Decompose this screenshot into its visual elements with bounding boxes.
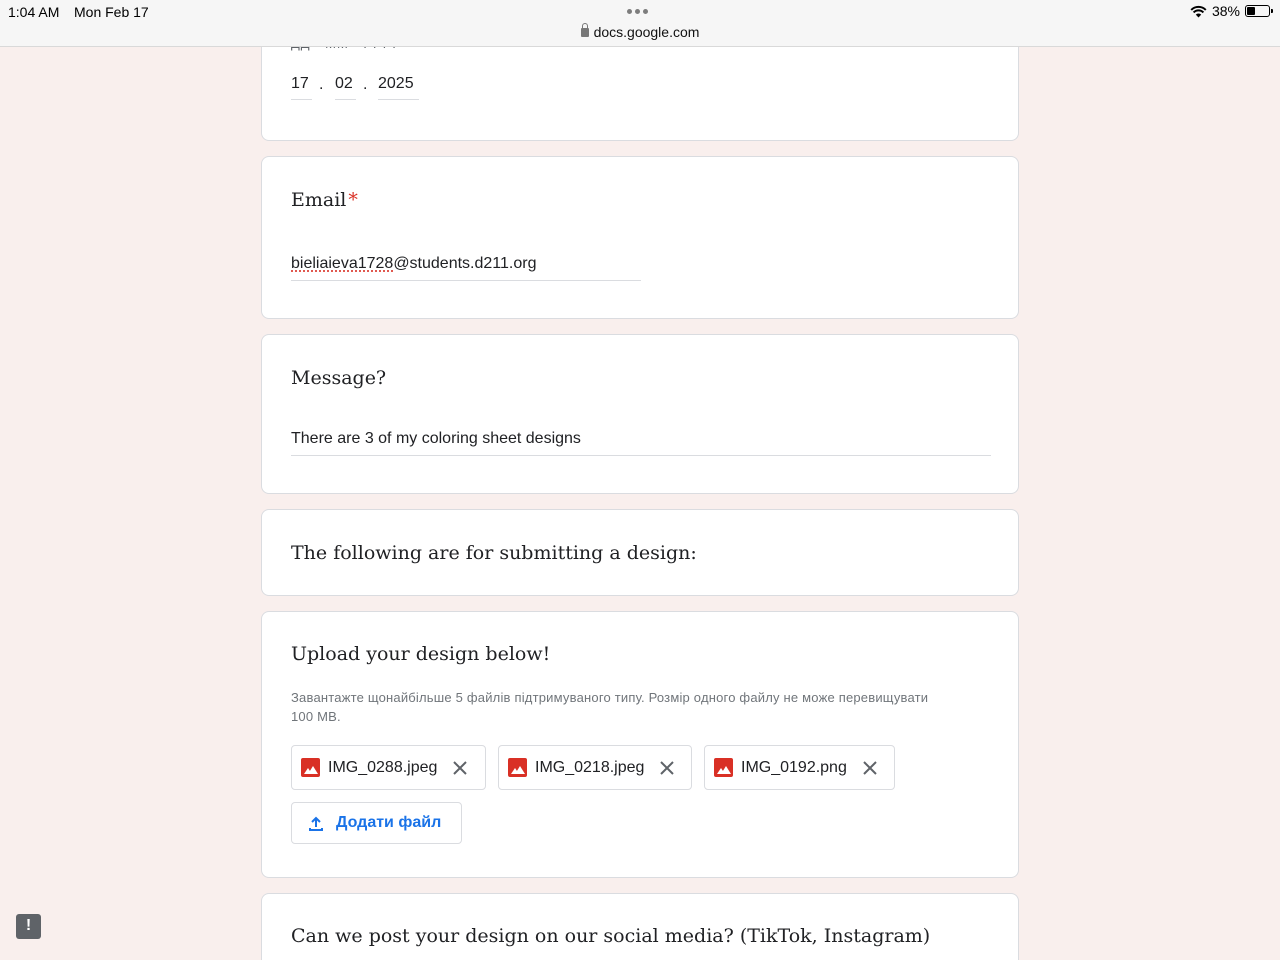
section-title: The following are for submitting a design: [291, 542, 697, 564]
image-file-icon [301, 758, 320, 777]
feedback-icon[interactable]: ! [16, 914, 41, 939]
file-chip[interactable] [498, 745, 692, 790]
add-file-button[interactable] [291, 802, 462, 844]
multitasking-dots-icon[interactable] [627, 9, 648, 14]
close-icon [453, 761, 467, 775]
upload-question-card [261, 611, 1019, 878]
remove-file-button[interactable] [859, 757, 881, 779]
battery-percent: 38% [1211, 3, 1240, 19]
upload-helper-text: Завантажте щонайбільше 5 файлів підтримуваного типу. Розмір одного файлу не може перевищувати 100 MB. [291, 690, 929, 724]
lock-icon [581, 28, 589, 37]
remove-file-button[interactable] [656, 757, 678, 779]
wifi-icon [1190, 5, 1207, 18]
message-field[interactable]: There are 3 of my coloring sheet designs [291, 430, 991, 456]
email-domain: @students.d211.org [393, 255, 537, 272]
file-name: IMG_0218.jpeg [535, 758, 645, 776]
address-bar[interactable] [0, 24, 1280, 40]
email-field[interactable] [291, 255, 641, 281]
upload-icon [308, 815, 324, 831]
add-file-label: Додати файл [336, 814, 442, 831]
date-day-input[interactable]: 17 [291, 75, 312, 100]
close-icon [660, 761, 674, 775]
question-title [291, 189, 358, 211]
uploaded-files [291, 745, 895, 790]
file-chip[interactable] [291, 745, 486, 790]
required-mark: * [348, 189, 358, 211]
question-title: Message? [291, 367, 387, 389]
date-month-input[interactable]: 02 [335, 75, 356, 100]
file-name: IMG_0192.png [741, 758, 847, 776]
section-header-card [261, 509, 1019, 596]
file-chip[interactable] [704, 745, 895, 790]
date-year-input[interactable]: 2025 [378, 75, 419, 100]
message-question-card [261, 334, 1019, 494]
question-title: Upload your design below! [291, 643, 551, 665]
email-label: Email [291, 189, 347, 211]
email-username: bieliaieva1728 [291, 255, 394, 272]
close-icon [863, 761, 877, 775]
status-time: 1:04 AM [8, 4, 60, 20]
date-separator: . [319, 76, 324, 93]
file-name: IMG_0288.jpeg [328, 758, 438, 776]
url-text: docs.google.com [593, 24, 700, 40]
date-separator: . [363, 76, 368, 93]
remove-file-button[interactable] [449, 757, 471, 779]
question-title: Can we post your design on our social media? (TikTok, Instagram) [291, 925, 931, 947]
social-question-card [261, 893, 1019, 960]
status-bar [0, 0, 1280, 47]
status-indicators [1190, 3, 1270, 19]
status-date: Mon Feb 17 [74, 4, 149, 20]
image-file-icon [508, 758, 527, 777]
email-question-card [261, 156, 1019, 319]
battery-icon [1245, 5, 1270, 17]
image-file-icon [714, 758, 733, 777]
